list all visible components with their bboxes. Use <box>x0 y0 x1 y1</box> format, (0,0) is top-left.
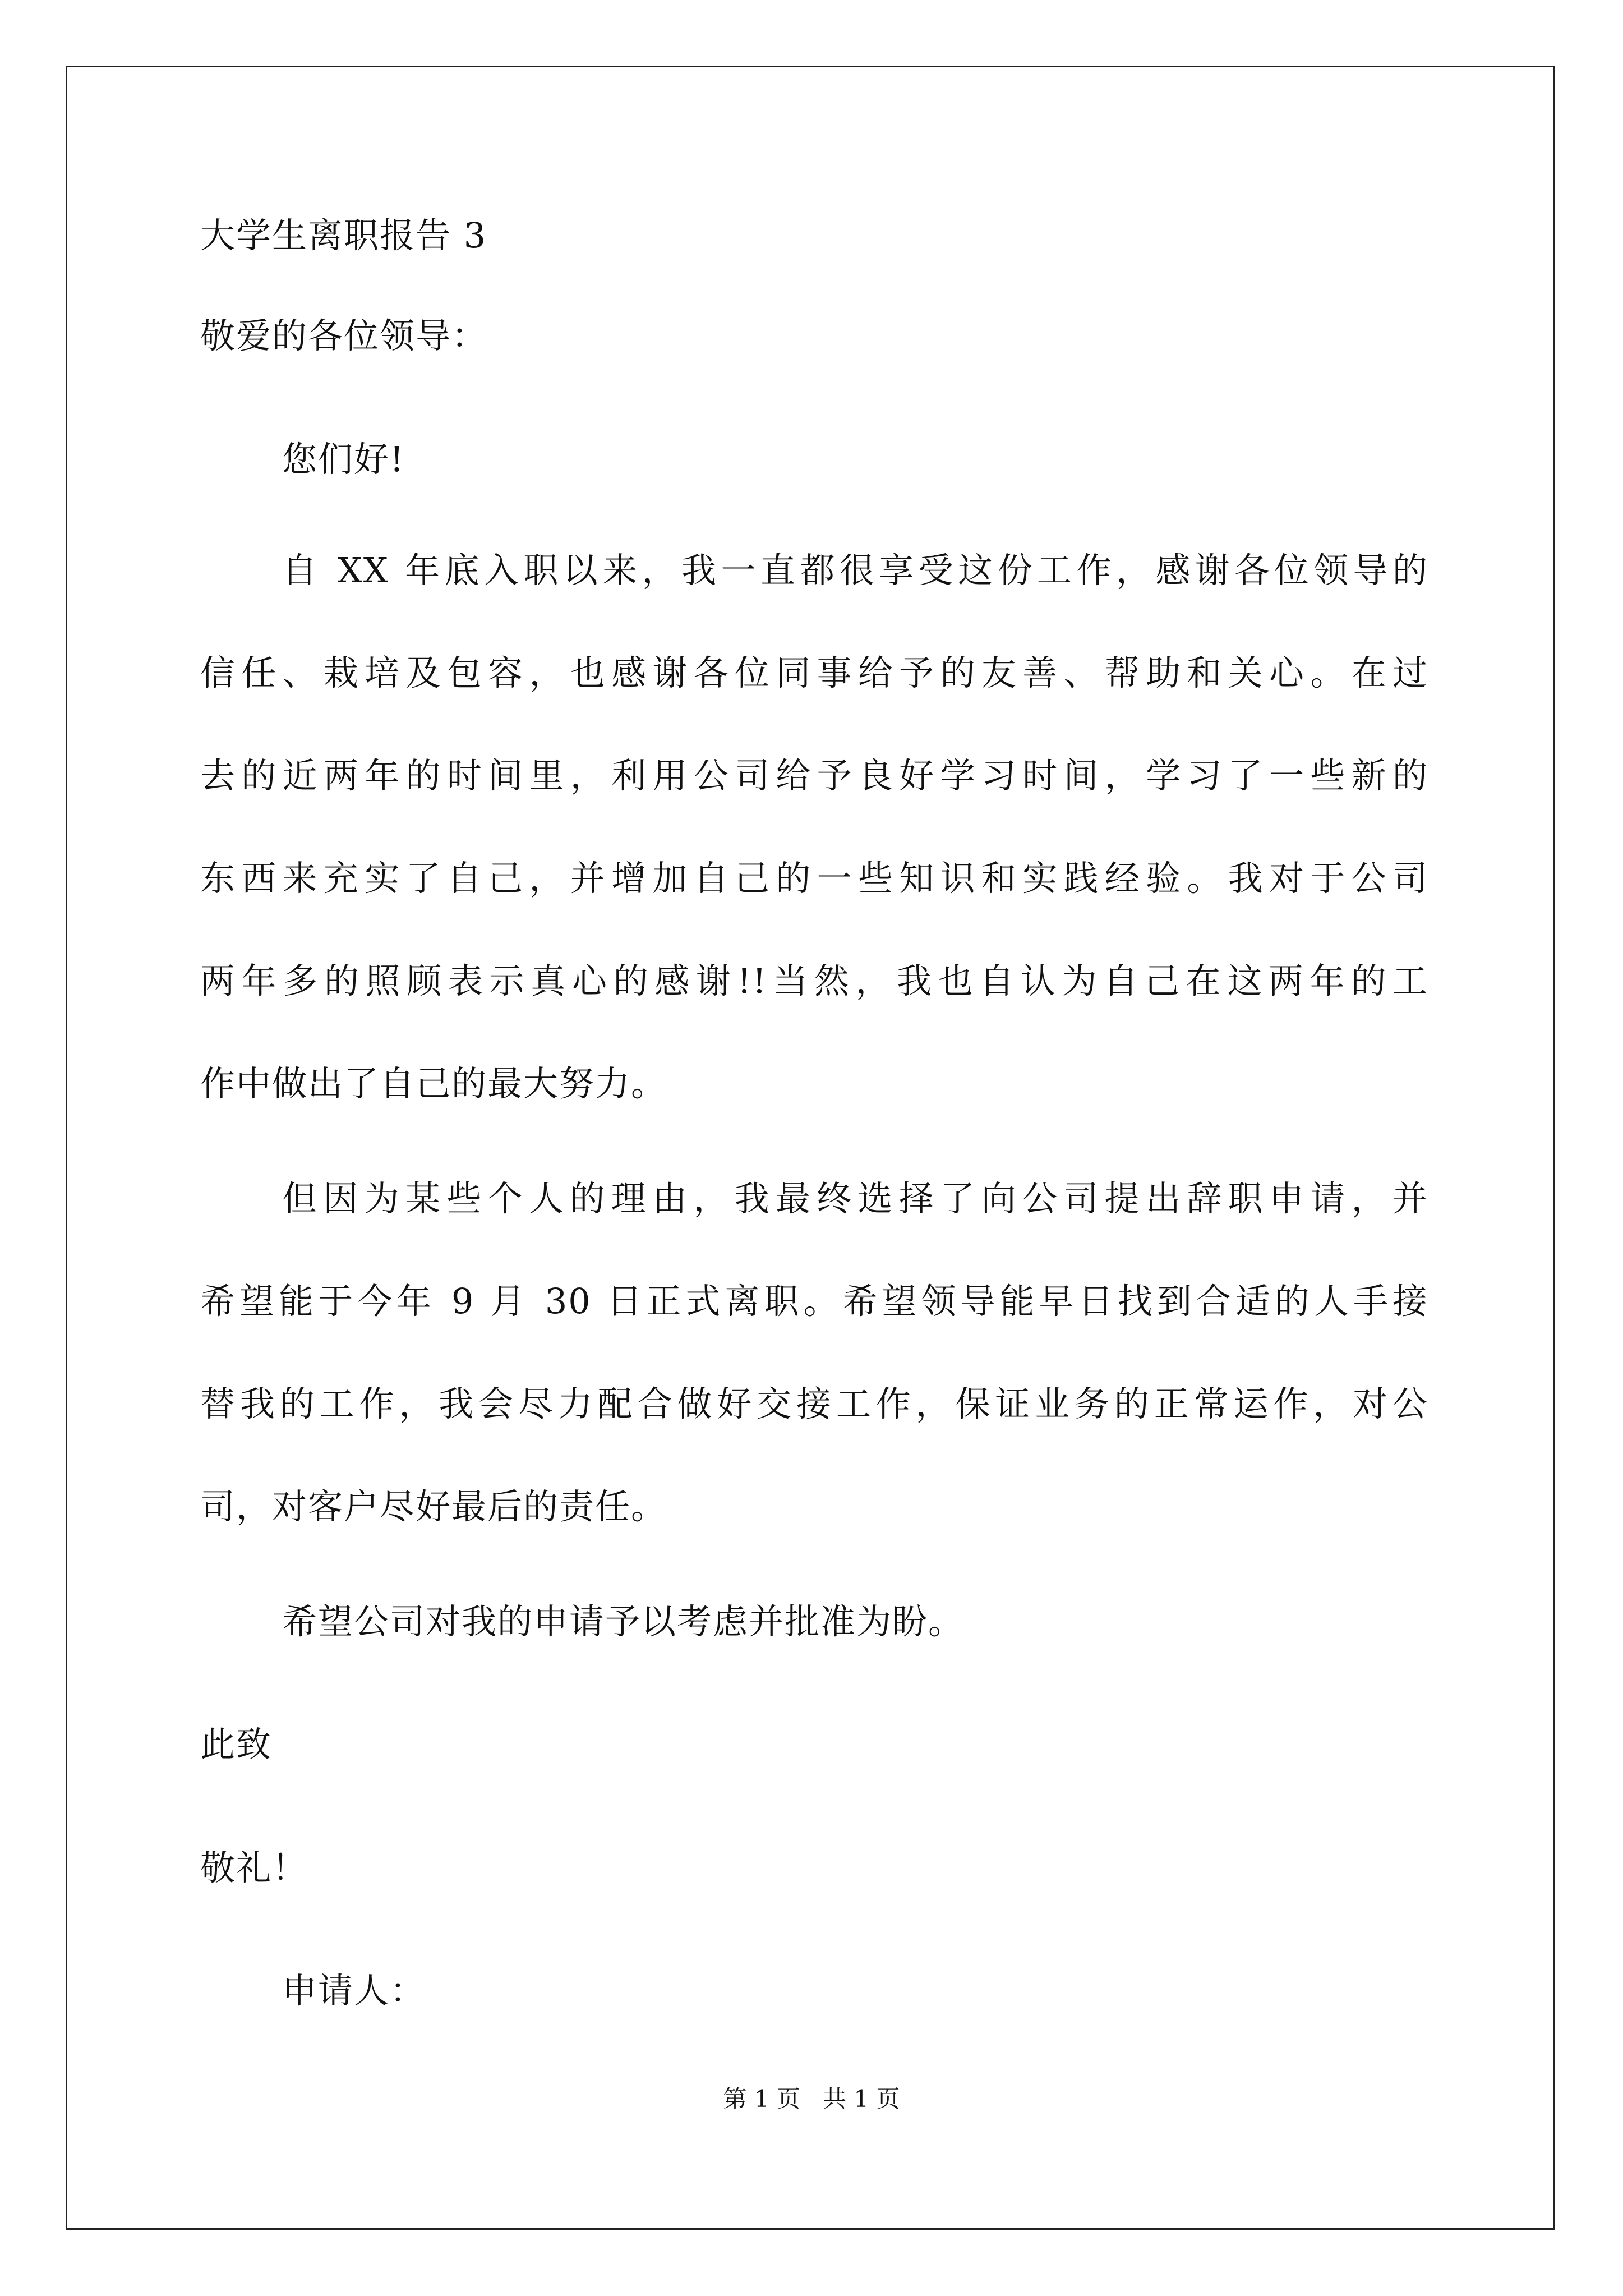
page-border <box>66 66 1555 2230</box>
paragraph-line: 司，对客户尽好最后的责任。 <box>200 1486 667 1527</box>
paragraph-line: 两年多的照顾表示真心的感谢!!当然，我也自认为自己在这两年的工 <box>200 960 1428 1001</box>
closing-line: 此致 <box>200 1724 273 1765</box>
document-title: 大学生离职报告 3 <box>200 215 487 256</box>
paragraph-line: 去的近两年的时间里，利用公司给予良好学习时间，学习了一些新的 <box>200 755 1428 796</box>
paragraph-line: 希望公司对我的申请予以考虑并批准为盼。 <box>282 1601 965 1642</box>
signature-label: 申请人： <box>282 1970 426 2011</box>
paragraph-line: 但因为某些个人的理由，我最终选择了向公司提出辞职申请，并 <box>282 1178 1428 1219</box>
closing-line: 敬礼！ <box>200 1847 308 1888</box>
salutation: 敬爱的各位领导： <box>200 315 488 356</box>
paragraph-line: 自 XX 年底入职以来，我一直都很享受这份工作，感谢各位领导的 <box>282 550 1428 591</box>
paragraph-line: 东西来充实了自己，并增加自己的一些知识和实践经验。我对于公司 <box>200 858 1428 899</box>
paragraph-line: 替我的工作，我会尽力配合做好交接工作，保证业务的正常运作，对公 <box>200 1383 1428 1424</box>
paragraph-line: 信任、栽培及包容，也感谢各位同事给予的友善、帮助和关心。在过 <box>200 652 1428 693</box>
page-footer: 第 1 页 共 1 页 <box>723 2085 900 2113</box>
paragraph-line: 希望能于今年 9 月 30 日正式离职。希望领导能早日找到合适的人手接 <box>200 1281 1428 1322</box>
greeting: 您们好! <box>282 439 405 480</box>
paragraph-line: 作中做出了自己的最大努力。 <box>200 1063 667 1104</box>
